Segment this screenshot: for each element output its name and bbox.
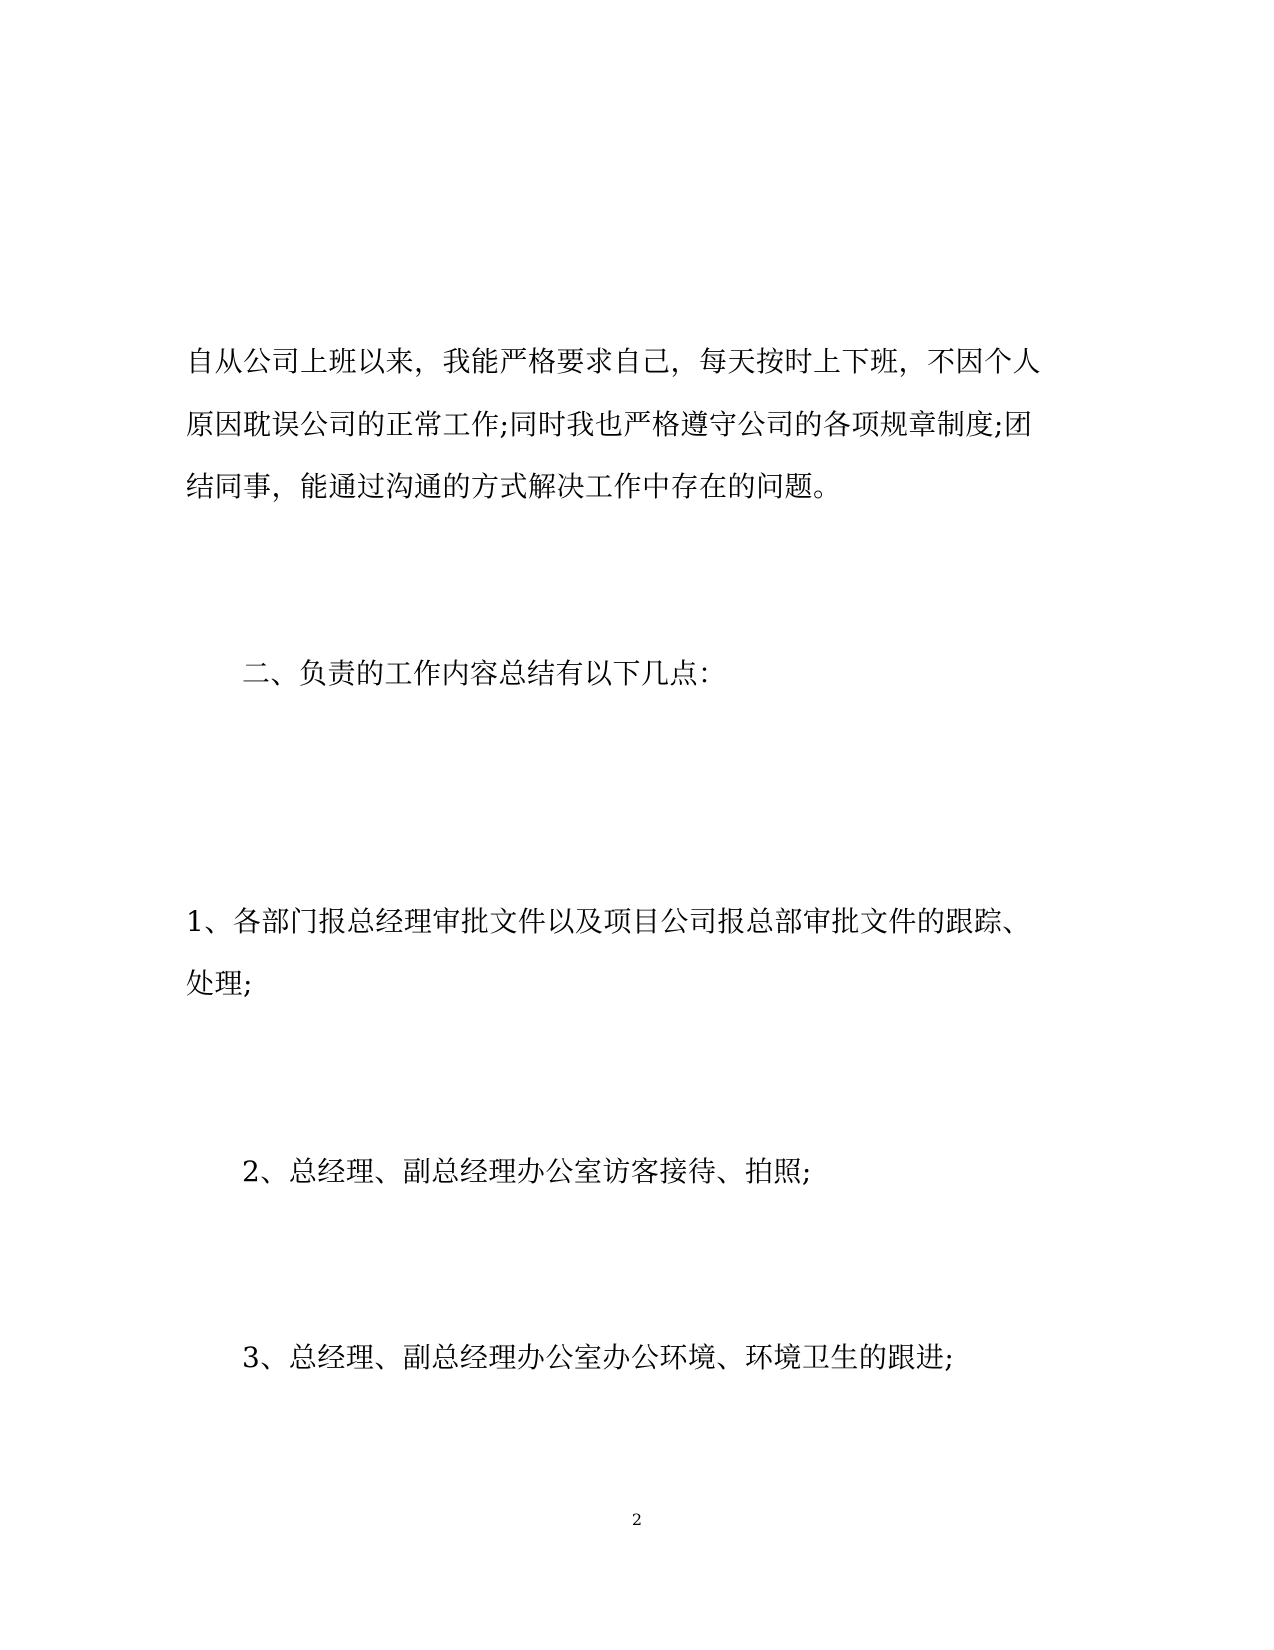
- list-item: 2、总经理、副总经理办公室访客接待、拍照;: [242, 1155, 812, 1188]
- paragraph-line: 原因耽误公司的正常工作;同时我也严格遵守公司的各项规章制度;团: [186, 408, 1033, 441]
- list-item-line: 处理;: [186, 967, 253, 1000]
- page-number: 2: [631, 1510, 643, 1529]
- list-item-line: 1、各部门报总经理审批文件以及项目公司报总部审批文件的跟踪、: [186, 905, 1031, 938]
- paragraph-line: 自从公司上班以来，我能严格要求自己，每天按时上下班，不因个人: [186, 345, 1042, 378]
- list-item: 3、总经理、副总经理办公室办公环境、环境卫生的跟进;: [242, 1341, 955, 1374]
- paragraph-line: 结同事，能通过沟通的方式解决工作中存在的问题。: [186, 470, 842, 503]
- section-heading: 二、负责的工作内容总结有以下几点：: [242, 657, 727, 690]
